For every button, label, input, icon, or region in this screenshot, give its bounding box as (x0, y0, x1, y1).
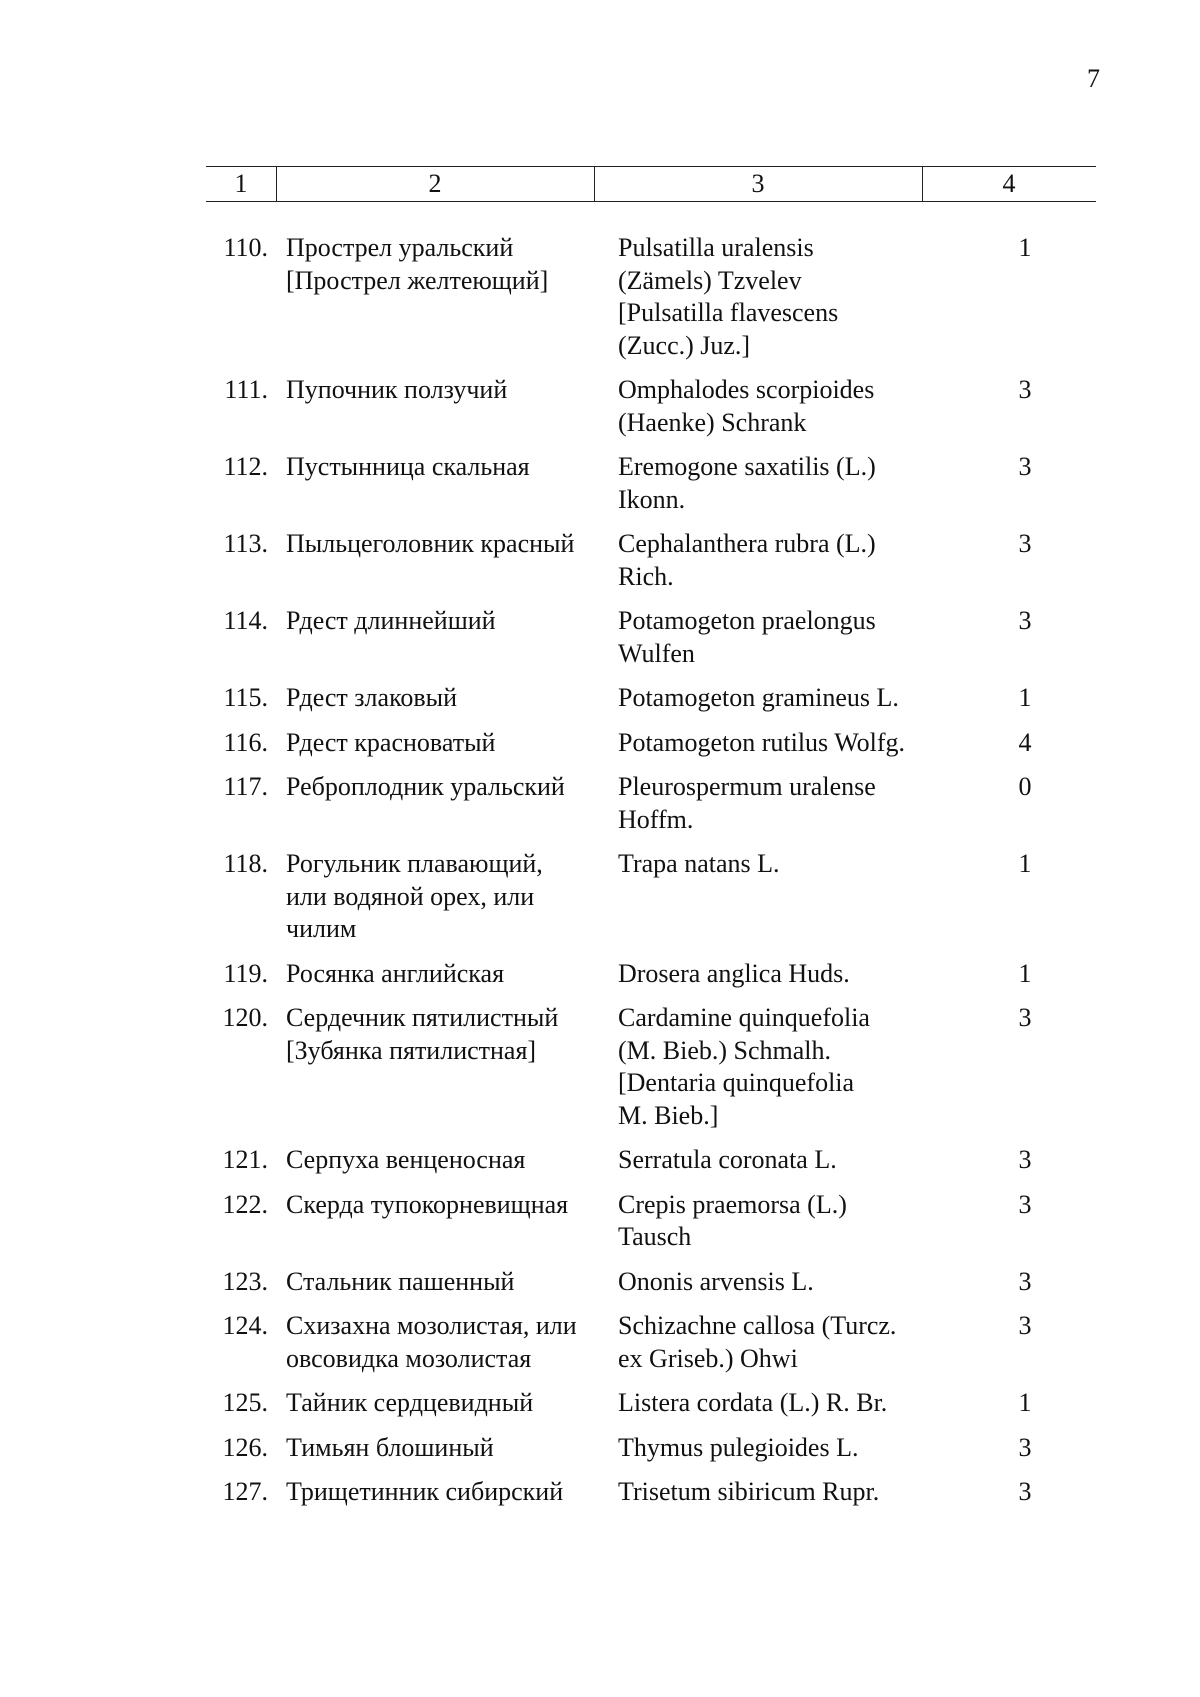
category: 3 (1018, 1477, 1032, 1506)
table-row (206, 374, 1096, 439)
category: 3 (1018, 1311, 1032, 1340)
table-row (206, 1432, 1096, 1465)
table-row (206, 1310, 1096, 1375)
russian-name: Тайник сердцевидный (286, 1388, 534, 1417)
latin-name: Pulsatilla uralensis (Zämels) Tzvelev [Pulsatilla flavescens (Zucc.) Juz.] (618, 233, 839, 360)
russian-name: Реброплодник уральский (286, 772, 565, 801)
latin-name: Listera cordata (L.) R. Br. (618, 1388, 888, 1417)
russian-name: Пыльцеголовник красный (286, 529, 575, 558)
table-row (206, 771, 1096, 836)
header-col-1: 1 (234, 169, 248, 198)
russian-name: Сердечник пятилистный [Зубянка пятилистная] (286, 1003, 559, 1065)
category: 1 (1018, 958, 1032, 988)
row-number: 116. (223, 727, 268, 757)
russian-name: Пустынница скальная (286, 452, 530, 481)
row-number: 122. (222, 1189, 268, 1219)
russian-name: Прострел уральский [Прострел желтеющий] (286, 233, 549, 295)
table-row (206, 1266, 1096, 1299)
category: 1 (1018, 233, 1032, 262)
table-row (206, 1144, 1096, 1177)
category: 1 (1018, 849, 1032, 878)
category: 3 (1018, 606, 1032, 635)
row-number: 118. (223, 849, 268, 878)
russian-name: Рдест длиннейший (286, 606, 496, 635)
category: 3 (1018, 1189, 1032, 1219)
category: 4 (1018, 727, 1032, 757)
row-number: 117. (223, 772, 268, 801)
table-row (206, 727, 1096, 760)
latin-name: Crepis praemorsa (L.) Tausch (618, 1189, 847, 1251)
latin-name: Thymus pulegioides L. (618, 1432, 859, 1462)
row-number: 114. (223, 606, 268, 635)
row-number: 119. (223, 958, 268, 988)
latin-name: Eremogone saxatilis (L.) Ikonn. (618, 452, 876, 514)
table-row (206, 848, 1096, 946)
latin-name: Cephalanthera rubra (L.) Rich. (618, 529, 876, 591)
russian-name: Рдест красноватый (286, 727, 496, 757)
latin-name: Trapa natans L. (618, 849, 780, 878)
latin-name: Trisetum sibiricum Rupr. (618, 1477, 880, 1506)
latin-name: Potamogeton gramineus L. (618, 683, 899, 712)
header-col-2: 2 (428, 169, 442, 198)
table-header (206, 166, 1096, 202)
table-row (206, 232, 1096, 362)
category: 3 (1018, 1432, 1032, 1462)
page-number: 7 (1087, 64, 1100, 93)
latin-name: Serratula coronata L. (618, 1145, 837, 1174)
latin-name: Pleurospermum uralense Hoffm. (618, 772, 876, 834)
row-number: 112. (223, 452, 268, 481)
table-row (206, 1189, 1096, 1254)
row-number: 124. (222, 1311, 268, 1340)
russian-name: Стальник пашенный (286, 1266, 515, 1296)
russian-name: Трищетинник сибирский (286, 1477, 564, 1506)
table-row (206, 682, 1096, 715)
latin-name: Omphalodes scorpioides (Haenke) Schrank (618, 375, 875, 437)
row-number: 113. (223, 529, 268, 558)
russian-name: Скерда тупокорневищная (286, 1189, 569, 1219)
row-number: 125. (222, 1388, 268, 1417)
category: 3 (1018, 375, 1032, 404)
category: 3 (1018, 1003, 1032, 1032)
row-number: 111. (224, 375, 268, 404)
latin-name: Potamogeton rutilus Wolfg. (618, 727, 906, 757)
species-table-body (206, 232, 1096, 1521)
russian-name: Рогульник плавающий, или водяной орех, или чилим (286, 849, 543, 943)
category: 3 (1018, 529, 1032, 558)
latin-name: Schizachne callosa (Turcz. ex Griseb.) Ohwi (618, 1311, 897, 1373)
row-number: 121. (222, 1145, 268, 1174)
header-col-4: 4 (1002, 169, 1016, 198)
category: 0 (1018, 772, 1032, 801)
row-number: 126. (222, 1432, 268, 1462)
table-row (206, 1476, 1096, 1509)
russian-name: Схизахна мозолистая, или овсовидка мозолистая (286, 1311, 577, 1373)
row-number: 127. (222, 1477, 268, 1506)
row-number: 120. (222, 1003, 268, 1032)
russian-name: Росянка английская (286, 958, 505, 988)
latin-name: Potamogeton praelongus Wulfen (618, 606, 876, 668)
category: 1 (1018, 1388, 1032, 1417)
table-row (206, 605, 1096, 670)
row-number: 110. (223, 233, 268, 262)
table-row (206, 1002, 1096, 1132)
table-row (206, 451, 1096, 516)
header-col-3: 3 (751, 169, 765, 198)
category: 3 (1018, 1145, 1032, 1174)
latin-name: Ononis arvensis L. (618, 1266, 814, 1296)
latin-name: Cardamine quinquefolia (M. Bieb.) Schmalh. [Dentaria quinquefolia M. Bieb.] (618, 1003, 870, 1130)
table-row (206, 1387, 1096, 1420)
russian-name: Серпуха венценосная (286, 1145, 526, 1174)
russian-name: Тимьян блошиный (286, 1432, 494, 1462)
russian-name: Пупочник ползучий (286, 375, 508, 404)
row-number: 115. (223, 683, 268, 712)
russian-name: Рдест злаковый (286, 683, 458, 712)
table-row (206, 528, 1096, 593)
category: 1 (1018, 683, 1032, 712)
table-row (206, 958, 1096, 991)
category: 3 (1018, 452, 1032, 481)
row-number: 123. (222, 1266, 268, 1296)
latin-name: Drosera anglica Huds. (618, 958, 850, 988)
category: 3 (1018, 1266, 1032, 1296)
